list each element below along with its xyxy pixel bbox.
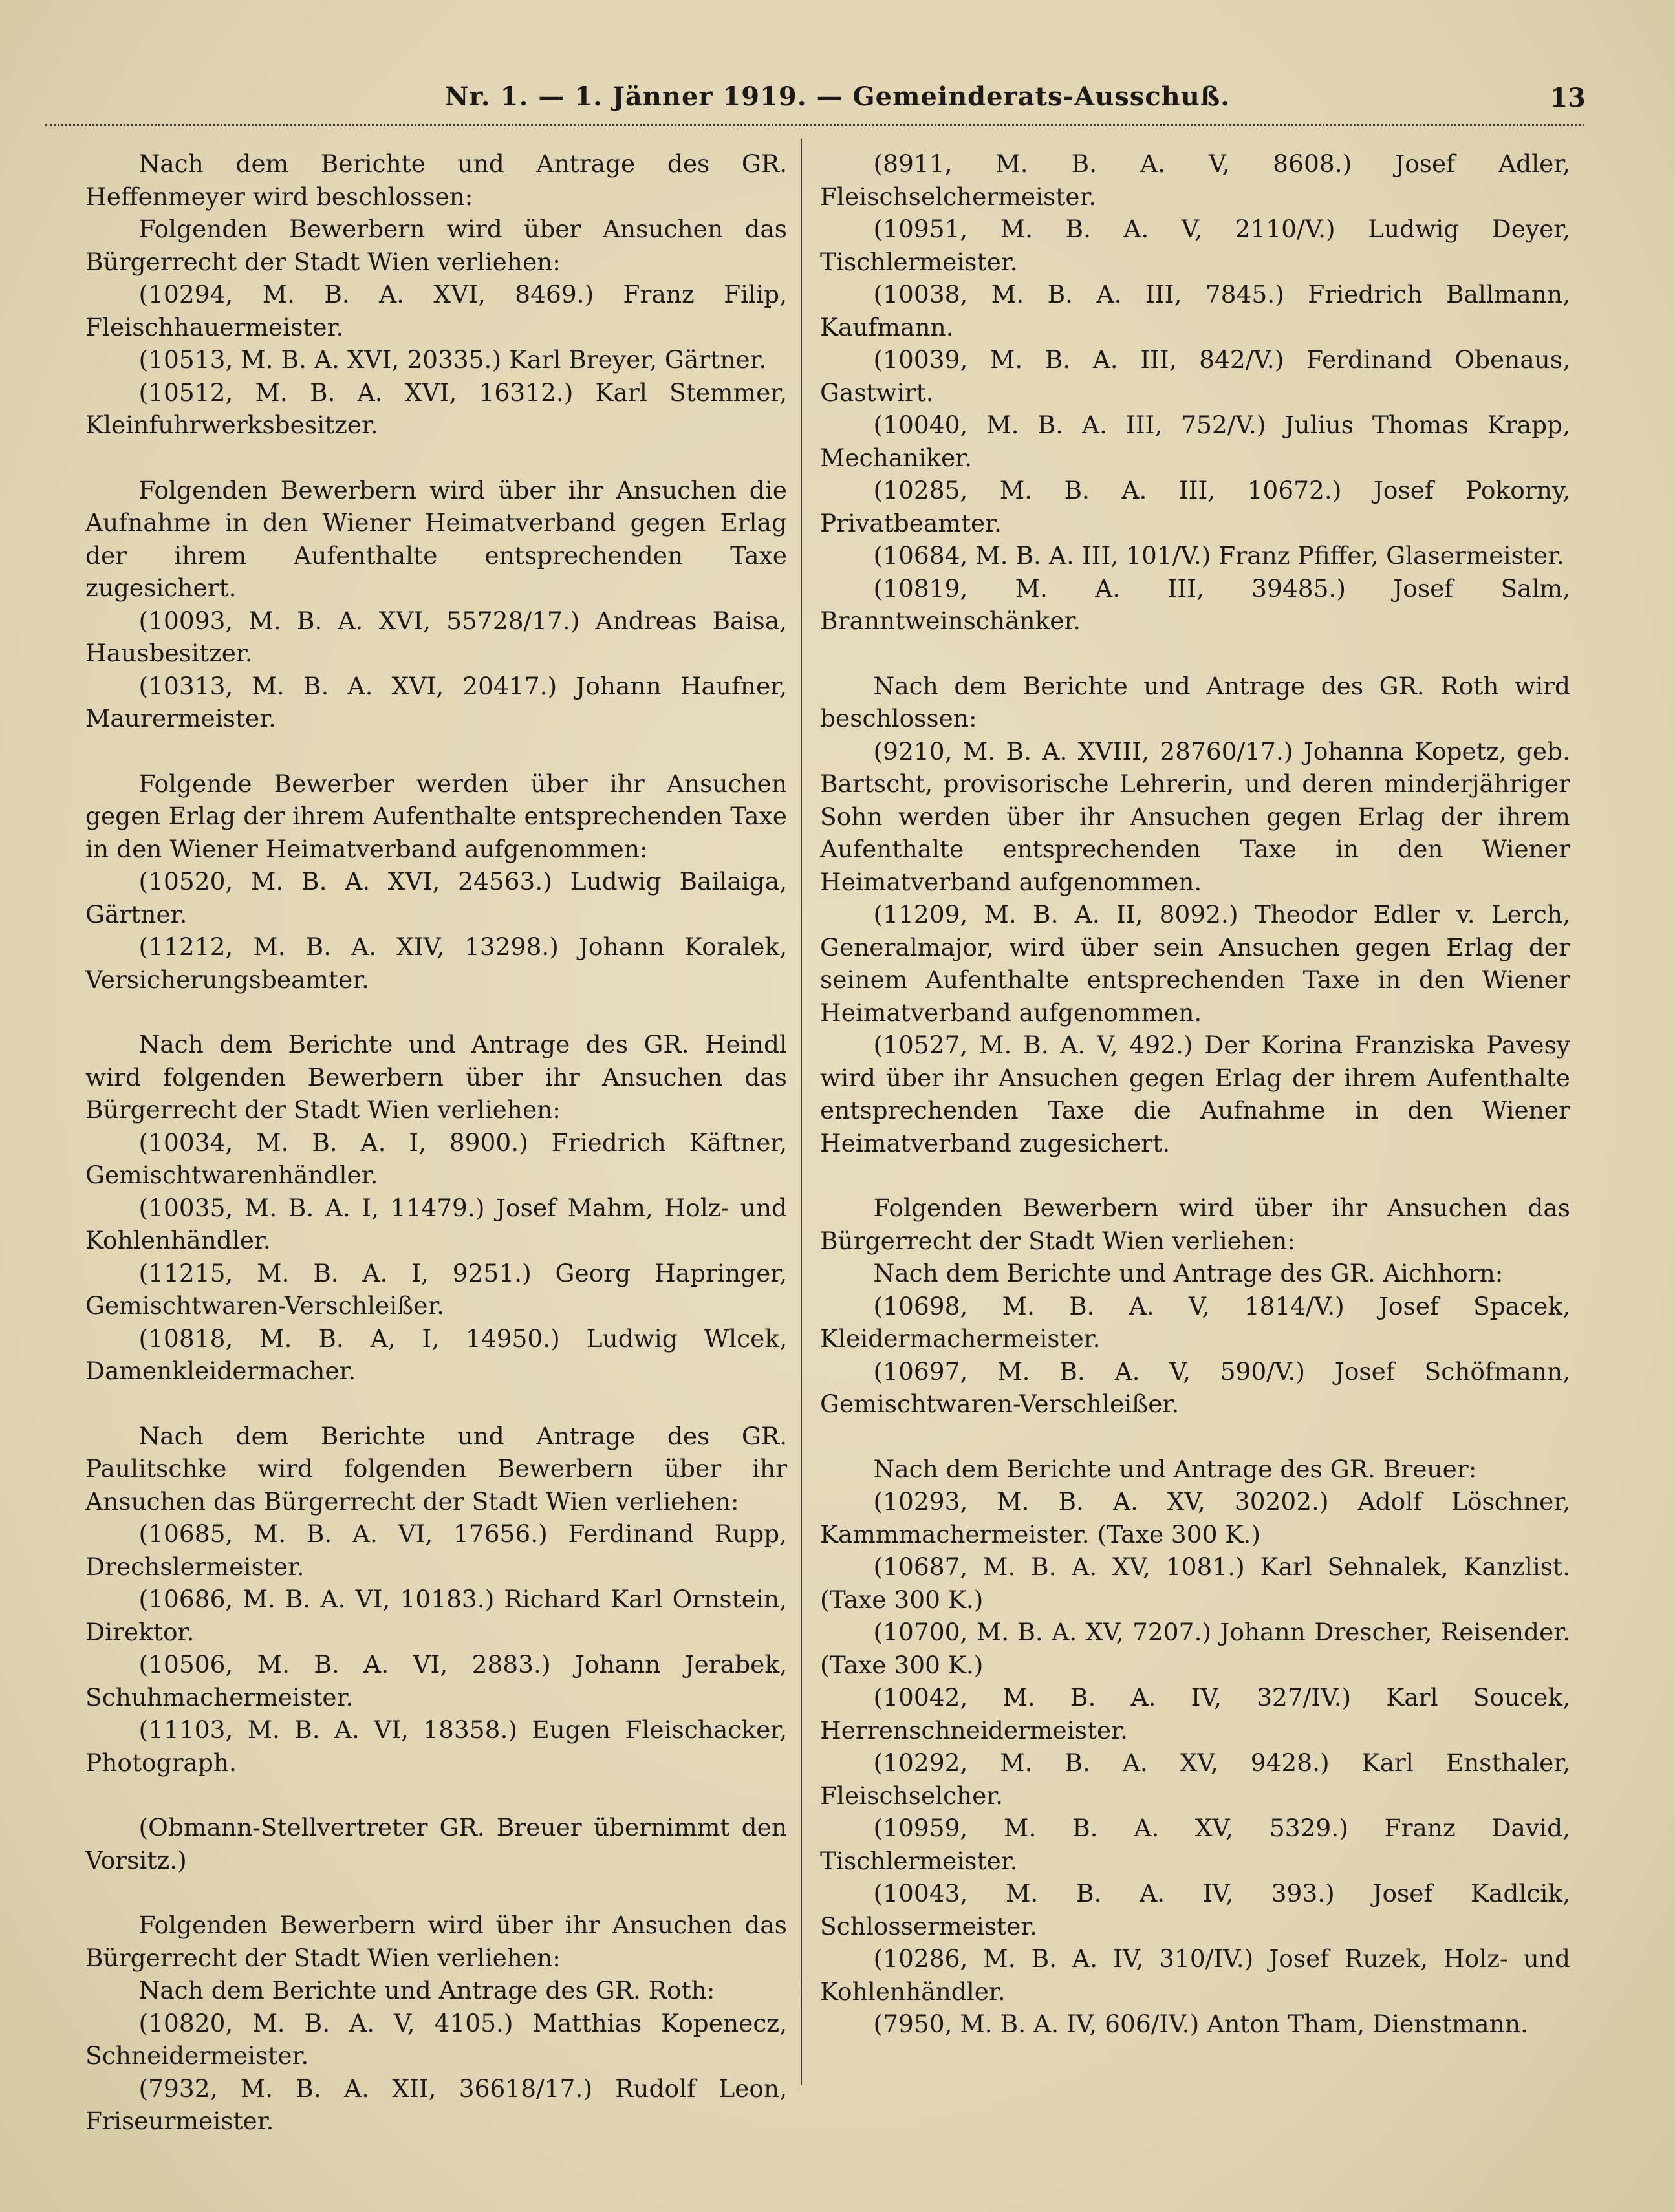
paragraph: (11103, M. B. A. VI, 18358.) Eugen Fleischacker, Photograph. xyxy=(85,1715,787,1777)
paragraph: (9210, M. B. A. XVIII, 28760/17.) Johanna Kopetz, geb. Bartscht, provisorische Lehrerin, und deren minderjähriger Sohn werden über ihr Ansuchen gegen Erlag der ihrem Aufenthalte entsprechenden Taxe in den Wiener Heimatverband aufgenommen. xyxy=(820,736,1570,896)
paragraph-gap xyxy=(85,442,787,474)
paragraph: (10038, M. B. A. III, 7845.) Friedrich Ballmann, Kaufmann. xyxy=(820,280,1570,341)
paragraph: (10093, M. B. A. XVI, 55728/17.) Andreas Baisa, Hausbesitzer. xyxy=(85,606,787,667)
paragraph: (10506, M. B. A. VI, 2883.) Johann Jerabek, Schuhmachermeister. xyxy=(85,1650,787,1712)
paragraph: (10042, M. B. A. IV, 327/IV.) Karl Soucek, Herrenschneidermeister. xyxy=(820,1683,1570,1745)
paragraph-gap xyxy=(85,996,787,1028)
paragraph: (7932, M. B. A. XII, 36618/17.) Rudolf Leon, Friseurmeister. xyxy=(85,2074,787,2135)
paragraph: (10294, M. B. A. XVI, 8469.) Franz Filip, Fleischhauermeister. xyxy=(85,280,787,341)
page-number: 13 xyxy=(1550,83,1586,113)
running-title: Nr. 1. — 1. Jänner 1919. — Gemeinderats-Ausschuß. xyxy=(444,81,1231,112)
paragraph: (10313, M. B. A. XVI, 20417.) Johann Haufner, Maurermeister. xyxy=(85,671,787,733)
paragraph: (10043, M. B. A. IV, 393.) Josef Kadlcik, Schlossermeister. xyxy=(820,1879,1570,1940)
paragraph: (10527, M. B. A. V, 492.) Der Korina Franziska Pavesy wird über ihr Ansuchen gegen Erlag der ihrem Aufenthalte entsprechenden Taxe die Aufnahme in den Wiener Heimatverband zugesichert. xyxy=(820,1031,1570,1157)
paragraph: Nach dem Berichte und Antrage des GR. Heindl wird folgenden Bewerbern über ihr Ansuchen das Bürgerrecht der Stadt Wien verliehen: xyxy=(85,1030,787,1124)
left-column xyxy=(85,147,787,2138)
paragraph: (10819, M. A. III, 39485.) Josef Salm, Branntweinschänker. xyxy=(820,574,1570,635)
paragraph: (10697, M. B. A. V, 590/V.) Josef Schöfmann, Gemischtwaren-Verschleißer. xyxy=(820,1357,1570,1418)
paragraph: (10286, M. B. A. IV, 310/IV.) Josef Ruzek, Holz- und Kohlenhändler. xyxy=(820,1944,1570,2006)
paragraph: (11209, M. B. A. II, 8092.) Theodor Edler v. Lerch, Generalmajor, wird über sein Ansuchen gegen Erlag der seinem Aufenthalte entsprechenden Taxe in den Wiener Heimatverband aufgenommen. xyxy=(820,900,1570,1027)
paragraph: (10959, M. B. A. XV, 5329.) Franz David, Tischlermeister. xyxy=(820,1814,1570,1875)
paragraph: (10687, M. B. A. XV, 1081.) Karl Sehnalek, Kanzlist. (Taxe 300 K.) xyxy=(820,1552,1570,1614)
paragraph: (10293, M. B. A. XV, 30202.) Adolf Löschner, Kammmachermeister. (Taxe 300 K.) xyxy=(820,1487,1570,1549)
paragraph: (11215, M. B. A. I, 9251.) Georg Hapringer, Gemischtwaren-Verschleißer. xyxy=(85,1258,787,1320)
paragraph: Nach dem Berichte und Antrage des GR. Paulitschke wird folgenden Bewerbern über ihr Ansuchen das Bürgerrecht der Stadt Wien verliehen: xyxy=(85,1421,787,1516)
paragraph: (10684, M. B. A. III, 101/V.) Franz Pfiffer, Glasermeister. xyxy=(873,541,1564,570)
paragraph: (10818, M. B. A, I, 14950.) Ludwig Wlcek, Damenkleidermacher. xyxy=(85,1324,787,1385)
paragraph: (10034, M. B. A. I, 8900.) Friedrich Käftner, Gemischtwarenhändler. xyxy=(85,1128,787,1189)
paragraph: Nach dem Berichte und Antrage des GR. Breuer: xyxy=(873,1454,1477,1483)
paragraph-gap xyxy=(85,1388,787,1420)
paragraph: Folgenden Bewerbern wird über ihr Ansuchen das Bürgerrecht der Stadt Wien verliehen: xyxy=(85,1911,787,1972)
right-column xyxy=(820,147,1570,2041)
paragraph: (11212, M. B. A. XIV, 13298.) Johann Koralek, Versicherungsbeamter. xyxy=(85,932,787,994)
paragraph-gap xyxy=(85,1779,787,1811)
paragraph: (10040, M. B. A. III, 752/V.) Julius Thomas Krapp, Mechaniker. xyxy=(820,411,1570,472)
paragraph: (10698, M. B. A. V, 1814/V.) Josef Spacek, Kleidermachermeister. xyxy=(820,1291,1570,1353)
paragraph: (10285, M. B. A. III, 10672.) Josef Pokorny, Privatbeamter. xyxy=(820,476,1570,537)
paragraph: (10520, M. B. A. XVI, 24563.) Ludwig Bailaiga, Gärtner. xyxy=(85,867,787,929)
paragraph: (10686, M. B. A. VI, 10183.) Richard Karl Ornstein, Direktor. xyxy=(85,1585,787,1646)
paragraph: (10700, M. B. A. XV, 7207.) Johann Drescher, Reisender. (Taxe 300 K.) xyxy=(820,1618,1570,1679)
paragraph: (7950, M. B. A. IV, 606/IV.) Anton Tham, Dienstmann. xyxy=(873,2010,1528,2038)
column-divider xyxy=(801,139,802,2085)
paragraph: (10685, M. B. A. VI, 17656.) Ferdinand Rupp, Drechslermeister. xyxy=(85,1519,787,1581)
paragraph: (10039, M. B. A. III, 842/V.) Ferdinand Obenaus, Gastwirt. xyxy=(820,345,1570,407)
paragraph: (10513, M. B. A. XVI, 20335.) Karl Breyer, Gärtner. xyxy=(138,345,767,374)
paragraph: (8911, M. B. A. V, 8608.) Josef Adler, Fleischselchermeister. xyxy=(820,149,1570,211)
paragraph: Nach dem Berichte und Antrage des GR. Roth wird beschlossen: xyxy=(820,671,1570,733)
paragraph: Nach dem Berichte und Antrage des GR. Aichhorn: xyxy=(873,1259,1504,1287)
paragraph: Folgenden Bewerbern wird über ihr Ansuchen das Bürgerrecht der Stadt Wien verliehen: xyxy=(820,1194,1570,1255)
paragraph-gap xyxy=(820,1421,1570,1453)
paragraph: (10292, M. B. A. XV, 9428.) Karl Ensthaler, Fleischselcher. xyxy=(820,1748,1570,1810)
paragraph-gap xyxy=(820,638,1570,670)
paragraph: Folgende Bewerber werden über ihr Ansuchen gegen Erlag der ihrem Aufenthalte entsprechenden Taxe in den Wiener Heimatverband aufgenommen: xyxy=(85,769,787,863)
paragraph: Nach dem Berichte und Antrage des GR. Roth: xyxy=(138,1976,715,2004)
header-rule xyxy=(45,120,1584,126)
paragraph: Nach dem Berichte und Antrage des GR. Heffenmeyer wird beschlossen: xyxy=(85,149,787,211)
paragraph: (10512, M. B. A. XVI, 16312.) Karl Stemmer, Kleinfuhrwerksbesitzer. xyxy=(85,378,787,439)
paragraph: (10951, M. B. A. V, 2110/V.) Ludwig Deyer, Tischlermeister. xyxy=(820,215,1570,276)
paragraph-gap xyxy=(85,1876,787,1909)
paragraph-gap xyxy=(820,1159,1570,1192)
paragraph: Folgenden Bewerbern wird über Ansuchen das Bürgerrecht der Stadt Wien verliehen: xyxy=(85,215,787,276)
paragraph-gap xyxy=(85,735,787,768)
paragraph: (Obmann-Stellvertreter GR. Breuer übernimmt den Vorsitz.) xyxy=(85,1813,787,1874)
paragraph: Folgenden Bewerbern wird über ihr Ansuchen die Aufnahme in den Wiener Heimatverband gegen Erlag der ihrem Aufenthalte entsprechenden Taxe zugesichert. xyxy=(85,475,787,602)
paragraph: (10820, M. B. A. V, 4105.) Matthias Kopenecz, Schneidermeister. xyxy=(85,2008,787,2070)
paragraph: (10035, M. B. A. I, 11479.) Josef Mahm, Holz- und Kohlenhändler. xyxy=(85,1193,787,1254)
